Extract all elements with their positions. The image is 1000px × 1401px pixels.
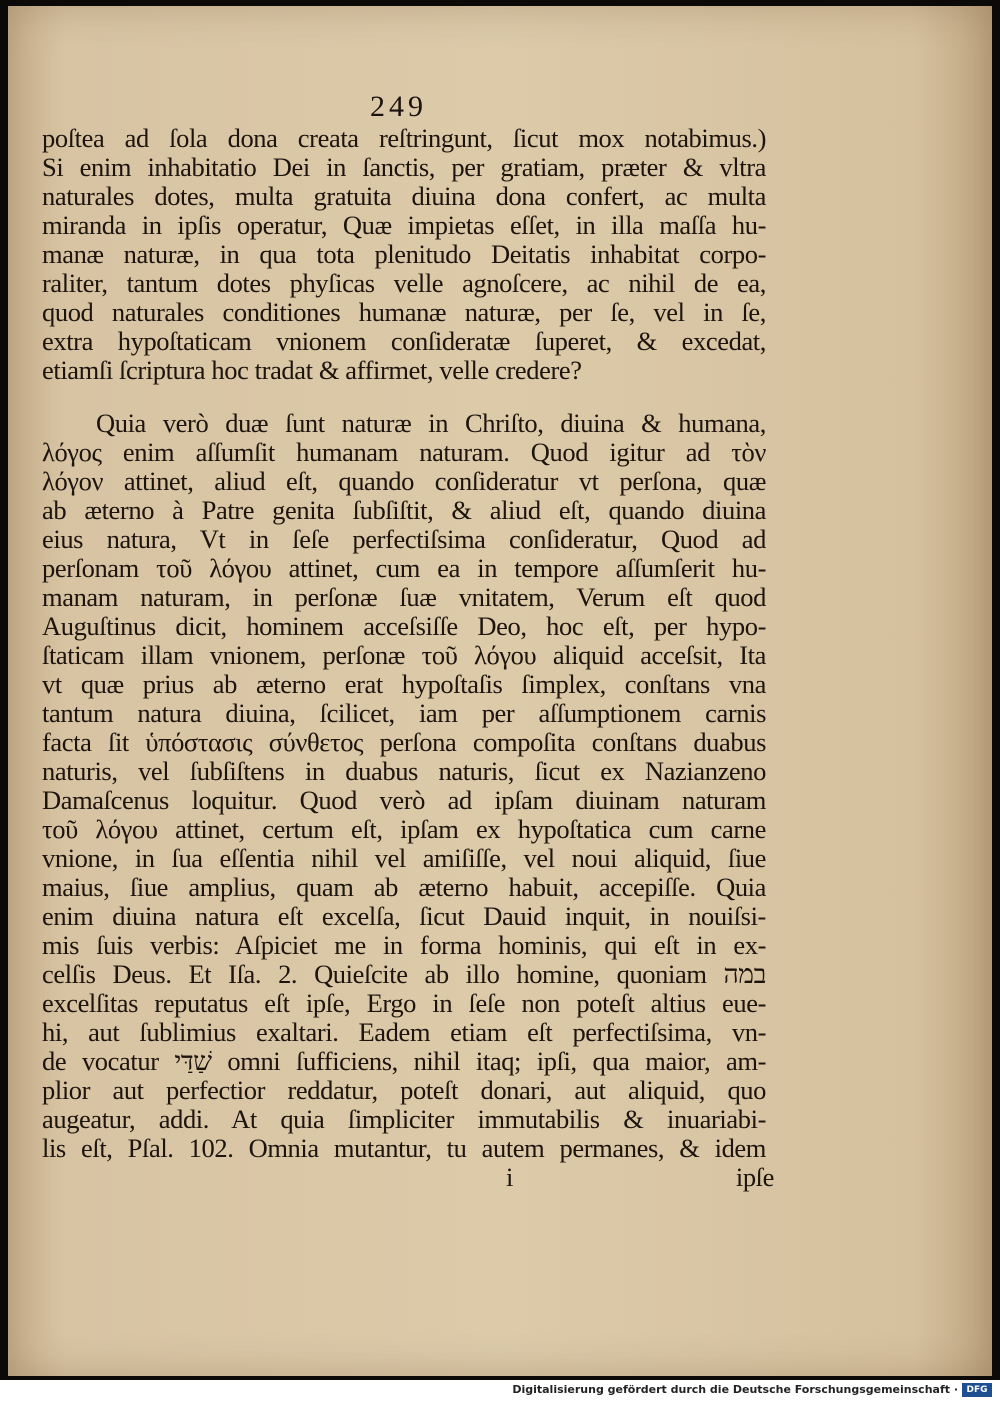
signature-mark: i: [506, 1162, 513, 1192]
text-line: lis eſt, Pſal. 102. Omnia mutantur, tu autem permanes, & idem: [42, 1133, 766, 1163]
text-block: [42, 123, 774, 1192]
text-line: plior aut perfectior reddatur, poteſt donari, aut aliquid, quo: [42, 1075, 766, 1105]
catchword: ipſe: [735, 1162, 774, 1192]
text-line: excelſitas reputatus eſt ipſe, Ergo in ſeſe non poteſt altius eue-: [42, 988, 766, 1018]
text-line: Damaſcenus loquitur. Quod verò ad ipſam diuinam naturam: [42, 785, 766, 815]
text-line: manæ naturæ, in qua tota plenitudo Deitatis inhabitat corpo-: [42, 239, 766, 269]
catchword-row: [42, 1162, 774, 1192]
text-line: enim diuina natura eſt excelſa, ſicut Dauid inquit, in nouiſsi-: [42, 901, 766, 931]
text-line: mis ſuis verbis: Aſpiciet me in forma hominis, qui eſt in ex-: [42, 930, 766, 960]
text-line: λόγος enim aſſumſit humanam naturam. Quod igitur ad τὸν: [42, 437, 766, 467]
text-line: poſtea ad ſola dona creata reſtringunt, ſicut mox notabimus.): [42, 123, 766, 153]
text-line: eius natura, Vt in ſeſe perfectiſsima conſideratur, Quod ad: [42, 524, 766, 554]
text-line: Si enim inhabitatio Dei in ſanctis, per gratiam, præter & vltra: [42, 152, 766, 182]
text-line: vnione, in ſua eſſentia nihil vel amiſiſſe, vel noui aliquid, ſiue: [42, 843, 766, 873]
text-line: quod naturales conditiones humanæ naturæ, per ſe, vel in ſe,: [42, 297, 766, 327]
text-line: hi, aut ſublimius exaltari. Eadem etiam eſt perfectiſsima, vn-: [42, 1017, 766, 1047]
text-line: τοῦ λόγου attinet, certum eſt, ipſam ex hypoſtatica cum carne: [42, 814, 766, 844]
text-line: manam naturam, in perſonæ ſuæ vnitatem, Verum eſt quod: [42, 582, 766, 612]
text-line: tantum natura diuina, ſcilicet, iam per aſſumptionem carnis: [42, 698, 766, 728]
text-line: etiamſi ſcriptura hoc tradat & affirmet, velle credere?: [42, 355, 582, 385]
text-line: Auguſtinus dicit, hominem acceſsiſſe Deo, hoc eſt, per hypo-: [42, 611, 766, 641]
text-line: λόγον attinet, aliud eſt, quando conſideratur vt perſona, quæ: [42, 466, 766, 496]
text-line: augeatur, addi. At quia ſimpliciter immutabilis & inuariabi-: [42, 1104, 766, 1134]
text-line: maius, ſiue amplius, quam ab æterno habuit, accepiſſe. Quia: [42, 872, 766, 902]
text-line: celſis Deus. Et Iſa. 2. Quieſcite ab illo homine, quoniam במה: [42, 959, 766, 989]
dfg-logo: DFG: [962, 1383, 992, 1397]
text-line: vt quæ prius ab æterno erat hypoſtaſis ſimplex, conſtans vna: [42, 669, 766, 699]
text-line: ab æterno à Patre genita ſubſiſtit, & aliud eſt, quando diuina: [42, 495, 766, 525]
text-line: de vocatur שַׁדַּי omni ſufficiens, nihil itaq; ipſi, qua maior, am-: [42, 1046, 766, 1076]
text-line: Quia verò duæ ſunt naturæ in Chriſto, diuina & humana,: [96, 408, 766, 438]
paragraph-2: [42, 409, 766, 1163]
text-line: facta ſit ὑπόστασις σύνθετος perſona compoſita conſtans duabus: [42, 727, 766, 757]
text-line: naturis, vel ſubſiſtens in duabus naturis, ſicut ex Nazianzeno: [42, 756, 766, 786]
text-line: raliter, tantum dotes phyſicas velle agnoſcere, ac nihil de ea,: [42, 268, 766, 298]
page-number: 249: [370, 90, 427, 123]
funding-footer: [0, 1380, 1000, 1401]
text-line: perſonam τοῦ λόγου attinet, cum ea in tempore aſſumſerit hu-: [42, 553, 766, 583]
text-line: naturales dotes, multa gratuita diuina dona confert, ac multa: [42, 181, 766, 211]
text-line: miranda in ipſis operatur, Quæ impietas eſſet, in illa maſſa hu-: [42, 210, 766, 240]
book-page: [8, 6, 992, 1376]
text-line: extra hypoſtaticam vnionem conſideratæ ſuperet, & excedat,: [42, 326, 766, 356]
text-line: ſtaticam illam vnionem, perſonæ τοῦ λόγου aliquid acceſsit, Ita: [42, 640, 766, 670]
paragraph-1: [42, 124, 766, 385]
paragraph-gap: [42, 385, 766, 409]
funding-text: Digitalisierung gefördert durch die Deutsche Forschungsgemeinschaft ·: [512, 1383, 958, 1396]
